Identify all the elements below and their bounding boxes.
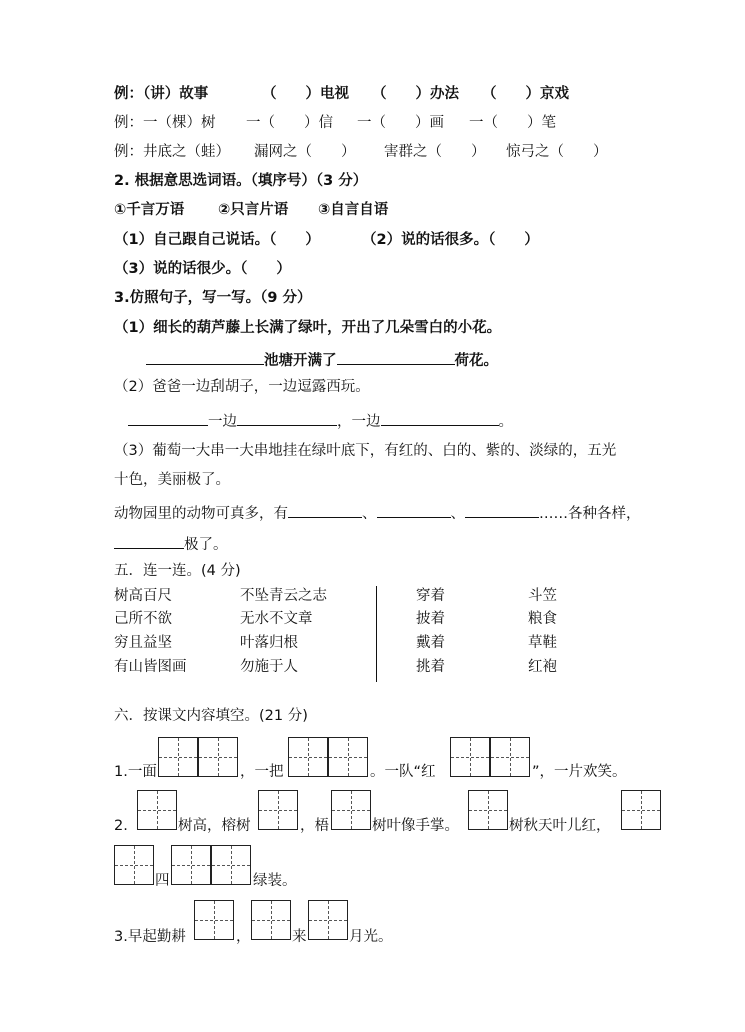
answer-blank[interactable] (237, 409, 337, 426)
q3-model-sentence-3a: （3）葡萄一大串一大串地挂在绿叶底下，有红的、白的、紫的、淡绿的，五光 (114, 443, 617, 459)
fill-text: ”，一片欢笑。 (532, 764, 627, 780)
blank-item: 惊弓之（ ） (506, 144, 608, 160)
fill-text: 四 (155, 873, 170, 889)
char-box[interactable] (171, 845, 211, 885)
char-box[interactable] (137, 790, 177, 830)
char-box[interactable] (331, 790, 371, 830)
divider (376, 586, 377, 682)
fill-text: 2. (114, 818, 128, 834)
fill-text: 1.一面 (114, 764, 157, 780)
blank-item: 一（ ）笔 (469, 115, 556, 131)
q3-answer-1 (146, 348, 498, 371)
char-box[interactable] (258, 790, 298, 830)
match-item[interactable]: 树高百尺 (114, 588, 172, 604)
blank-item: （ ）电视 (262, 86, 349, 102)
answer-blank[interactable] (288, 501, 362, 518)
sec5-title: 五．连一连。(4 分) (114, 563, 241, 579)
match-item[interactable]: 草鞋 (528, 635, 557, 651)
fill-text: 。一队“红 (370, 764, 436, 780)
match-item[interactable]: 红袍 (528, 659, 557, 675)
char-box[interactable] (288, 737, 328, 777)
answer-text: ，一边 (337, 414, 381, 430)
char-box[interactable] (308, 900, 348, 940)
fill-text: 来 (292, 929, 307, 945)
char-box[interactable] (468, 790, 508, 830)
match-item[interactable]: 戴着 (416, 635, 445, 651)
match-item[interactable]: 有山皆图画 (114, 659, 187, 675)
char-box[interactable] (158, 737, 198, 777)
match-item[interactable]: 穿着 (416, 588, 445, 604)
char-box[interactable] (450, 737, 490, 777)
answer-text: 动物园里的动物可真多，有 (114, 506, 288, 522)
blank-item: （ ）办法 (372, 86, 459, 102)
option-2: ②只言片语 (218, 202, 289, 218)
char-box[interactable] (490, 737, 530, 777)
blank-item: 一（ ）信 (246, 115, 333, 131)
answer-text: ……各种各样， (539, 506, 641, 522)
char-box[interactable] (251, 900, 291, 940)
match-item[interactable]: 己所不欲 (114, 611, 172, 627)
q2-sentence-3: （3）说的话很少。（ ） (114, 261, 291, 277)
q3-model-sentence-2: （2）爸爸一边刮胡子，一边逗露西玩。 (114, 379, 370, 395)
example-row-3 (114, 142, 608, 162)
answer-blank[interactable] (337, 348, 455, 365)
fill-text: 树秋天叶儿红， (509, 818, 611, 834)
answer-text: 、 (362, 506, 377, 522)
q2-row-1 (114, 230, 539, 250)
match-item[interactable]: 斗笠 (528, 588, 557, 604)
option-3: ③自言自语 (318, 202, 389, 218)
match-item[interactable]: 叶落归根 (240, 635, 298, 651)
answer-blank[interactable] (381, 409, 499, 426)
fill-text: 树高，榕树 (178, 818, 251, 834)
fill-text: 绿装。 (253, 873, 297, 889)
q3-model-sentence-3b: 十色，美丽极了。 (114, 472, 230, 488)
q3-answer-3 (114, 501, 641, 524)
fill-text: 3.早起勤耕 (114, 929, 186, 945)
sec6-title: 六．按课文内容填空。(21 分) (114, 708, 308, 724)
char-box[interactable] (621, 790, 661, 830)
match-item[interactable]: 穷且益坚 (114, 635, 172, 651)
q3-answer-3-cont (114, 532, 228, 555)
answer-text: 、 (450, 506, 465, 522)
q2-title: 2. 根据意思选词语。（填序号）（3 分） (114, 173, 368, 189)
char-box[interactable] (328, 737, 368, 777)
char-box[interactable] (114, 845, 154, 885)
q2-sentence-1: （1）自己跟自己说话。（ ） (114, 232, 320, 248)
match-item[interactable]: 粮食 (528, 611, 557, 627)
example-label: 例：一（棵）树 (114, 115, 216, 131)
answer-text: 一边 (208, 414, 237, 430)
match-item[interactable]: 无水不文章 (240, 611, 313, 627)
blank-item: 害群之（ ） (384, 144, 486, 160)
q2-options (114, 200, 389, 220)
fill-text: ，梧 (300, 818, 329, 834)
q3-model-sentence-1: （1）细长的葫芦藤上长满了绿叶，开出了几朵雪白的小花。 (114, 320, 502, 336)
q2-sentence-2: （2）说的话很多。（ ） (362, 232, 539, 248)
fill-text: ，一把 (240, 764, 284, 780)
example-label: 例：（讲）故事 (114, 86, 209, 102)
answer-blank[interactable] (377, 501, 451, 518)
fill-text: ， (236, 929, 251, 945)
answer-blank[interactable] (465, 501, 539, 518)
answer-blank[interactable] (114, 532, 184, 549)
char-box[interactable] (211, 845, 251, 885)
example-row-1 (114, 84, 569, 104)
answer-blank[interactable] (128, 409, 208, 426)
answer-text: 荷花。 (454, 353, 498, 369)
char-box[interactable] (194, 900, 234, 940)
match-item[interactable]: 披着 (416, 611, 445, 627)
answer-blank[interactable] (146, 348, 264, 365)
example-label: 例：井底之（蛙） (114, 144, 230, 160)
fill-text: 月光。 (349, 929, 393, 945)
blank-item: 漏网之（ ） (254, 144, 356, 160)
fill-text: 树叶像手掌。 (372, 818, 459, 834)
answer-text: 。 (498, 414, 513, 430)
match-item[interactable]: 勿施于人 (240, 659, 298, 675)
blank-item: （ ）京戏 (482, 86, 569, 102)
q3-title: 3.仿照句子，写一写。（9 分） (114, 290, 312, 306)
blank-item: 一（ ）画 (357, 115, 444, 131)
option-1: ①千言万语 (114, 202, 185, 218)
match-item[interactable]: 不坠青云之志 (240, 588, 327, 604)
example-row-2 (114, 113, 556, 133)
answer-text: 池塘开满了 (264, 353, 337, 369)
char-box[interactable] (198, 737, 238, 777)
answer-text: 极了。 (184, 537, 228, 553)
match-item[interactable]: 挑着 (416, 659, 445, 675)
q3-answer-2 (128, 409, 513, 432)
